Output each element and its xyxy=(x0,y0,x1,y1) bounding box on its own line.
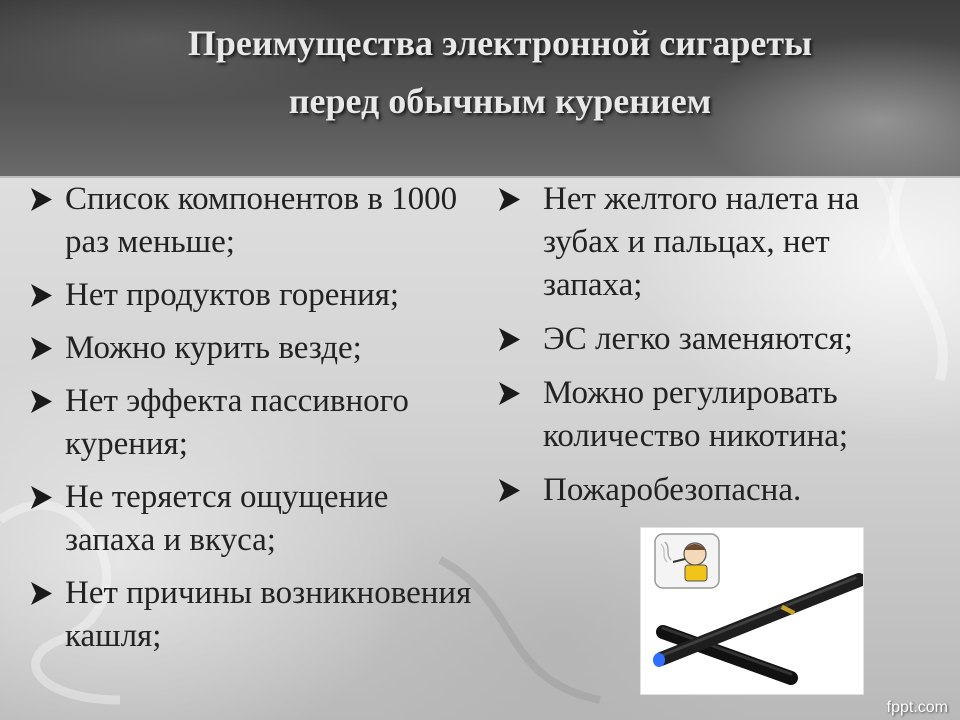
list-item-text: Не теряется ощущение запаха и вкуса; xyxy=(65,479,389,558)
list-item-text: Нет эффекта пассивного курения; xyxy=(65,383,409,462)
chevron-arrow-icon xyxy=(496,380,523,407)
list-item xyxy=(496,318,936,361)
chevron-arrow-icon xyxy=(28,388,55,415)
chevron-arrow-icon xyxy=(496,326,523,353)
list-item xyxy=(28,274,478,317)
list-item xyxy=(28,572,478,658)
list-item-text: Список компонентов в 1000 раз меньше; xyxy=(65,181,458,260)
list-item-text: Можно курить везде; xyxy=(65,330,362,366)
title-banner xyxy=(0,0,960,178)
list-item xyxy=(496,469,936,512)
e-cigarette-front xyxy=(653,578,859,667)
left-bullet-list xyxy=(28,178,478,668)
led-tip-icon xyxy=(653,653,665,667)
list-item xyxy=(496,372,936,458)
chevron-arrow-icon xyxy=(496,186,523,213)
slide-title-line-2: перед обычным курением xyxy=(288,81,712,121)
list-item-text: ЭС легко заменяются; xyxy=(543,321,853,357)
chevron-arrow-icon xyxy=(28,484,55,511)
chevron-arrow-icon xyxy=(496,477,523,504)
list-item-text: Пожаробезопасна. xyxy=(543,472,802,508)
list-item xyxy=(28,327,478,370)
list-item-text: Можно регулировать количество никотина; xyxy=(543,375,849,454)
list-item xyxy=(496,178,936,307)
chevron-arrow-icon xyxy=(28,186,55,213)
list-item xyxy=(28,178,478,264)
e-cigarette-image xyxy=(640,527,864,695)
chevron-arrow-icon xyxy=(28,335,55,362)
right-bullet-list xyxy=(496,178,936,523)
chevron-arrow-icon xyxy=(28,580,55,607)
e-cigarette-illustration xyxy=(641,528,863,694)
slide-title-line-1: Преимущества электронной сигареты xyxy=(187,23,813,63)
smoker-cartoon-icon xyxy=(655,534,719,588)
list-item-text: Нет причины возникновения кашля; xyxy=(65,575,472,654)
list-item-text: Нет желтого налета на зубах и пальцах, нет запаха; xyxy=(543,181,860,303)
list-item-text: Нет продуктов горения; xyxy=(65,277,400,313)
fppt-logo: fppt.com xyxy=(886,699,948,716)
list-item xyxy=(28,380,478,466)
chevron-arrow-icon xyxy=(28,282,55,309)
list-item xyxy=(28,476,478,562)
